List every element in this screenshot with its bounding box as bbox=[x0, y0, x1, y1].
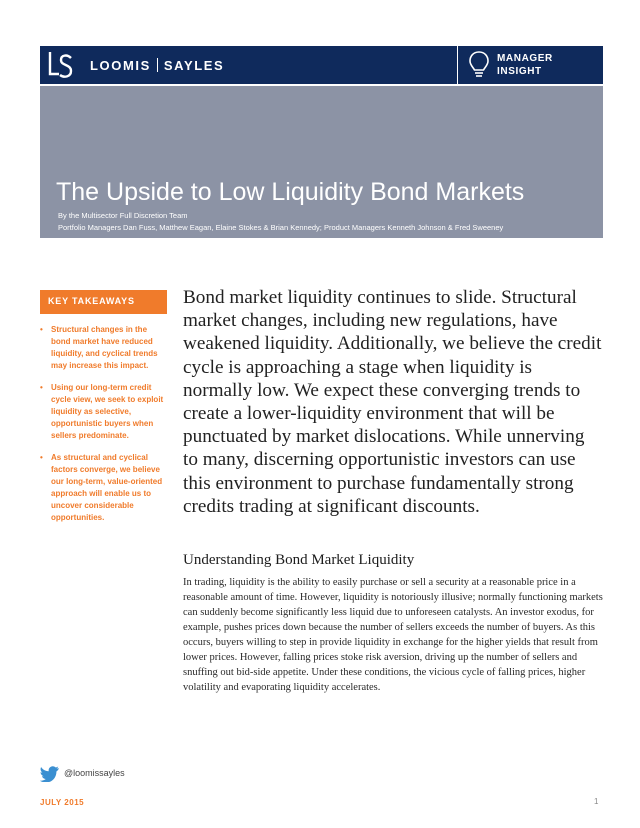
brand-wordmark bbox=[90, 58, 224, 73]
takeaway-text: As structural and cyclical factors converge, we believe our long-term, value-oriented approach will enable us to uncover considerable opportunities. bbox=[51, 453, 163, 522]
bullet-icon: • bbox=[40, 325, 43, 334]
byline: By the Multisector Full Discretion Team bbox=[58, 211, 188, 220]
twitter-icon[interactable] bbox=[40, 766, 60, 782]
key-takeaways-header bbox=[40, 290, 167, 314]
bullet-icon: • bbox=[40, 383, 43, 392]
takeaway-text: Structural changes in the bond market have reduced liquidity, and cyclical trends may increase this impact. bbox=[51, 325, 158, 370]
manager-insight-label bbox=[497, 52, 553, 78]
lead-paragraph: Bond market liquidity continues to slide. Structural market changes, including new regulations, have weakened liquidity. Additionally, we believe the credit cycle is approaching a stage when liquidity is normally low. We expect these converging trends to create a lower-liquidity environment that will be punctuated by market dislocations. While unnerving to many, discerning opportunistic investors can use this environment to purchase fundamentally strong credits trading at significant discounts. bbox=[183, 287, 602, 517]
section-body: In trading, liquidity is the ability to easily purchase or sell a security at a reasonable price in a reasonable amount of time. However, liquidity is notoriously illusive; normally functioning markets can suddenly become significantly less liquid due to unforeseen catalysts. An investor exodus, for example, pushes prices down because the number of sellers exceeds the number of buyers. As this occurs, buyers willing to step in provide liquidity in exchange for the higher yields that result from lower prices. However, falling prices stoke risk aversion, driving up the number of sellers and snuffing out bid-side appetite. Under these conditions, the vicious cycle of falling prices, higher volatility and evaporating liquidity accelerates. bbox=[183, 577, 603, 693]
takeaway-item bbox=[40, 324, 168, 372]
brand-name-right: SAYLES bbox=[163, 58, 225, 73]
page-number: 1 bbox=[594, 797, 599, 806]
insight-line-2: INSIGHT bbox=[497, 66, 542, 77]
takeaway-item bbox=[40, 382, 168, 442]
brand-name-left: LOOMIS bbox=[90, 58, 151, 73]
key-takeaways-title: KEY TAKEAWAYS bbox=[48, 296, 135, 306]
title-banner bbox=[40, 86, 603, 238]
header-divider bbox=[457, 46, 458, 84]
lightbulb-icon bbox=[468, 50, 490, 80]
publication-date: JULY 2015 bbox=[40, 798, 85, 807]
bullet-icon: • bbox=[40, 453, 43, 462]
section-heading: Understanding Bond Market Liquidity bbox=[183, 552, 415, 568]
takeaway-item bbox=[40, 452, 168, 524]
page-title: The Upside to Low Liquidity Bond Markets bbox=[56, 178, 525, 206]
header-bar bbox=[40, 46, 603, 84]
key-takeaways-list bbox=[40, 324, 168, 534]
insight-line-1: MANAGER bbox=[497, 53, 553, 64]
takeaway-text: Using our long-term credit cycle view, we seek to exploit liquidity as selective, opportunistic buyers when sellers predominate. bbox=[51, 383, 164, 440]
brand-separator bbox=[157, 58, 158, 72]
twitter-handle-link[interactable]: @loomissayles bbox=[64, 768, 125, 778]
ls-logo-icon bbox=[46, 50, 74, 80]
managers-credit: Portfolio Managers Dan Fuss, Matthew Eagan, Elaine Stokes & Brian Kennedy; Product Managers Kenneth Johnson & Fred Sweeney bbox=[58, 223, 504, 232]
